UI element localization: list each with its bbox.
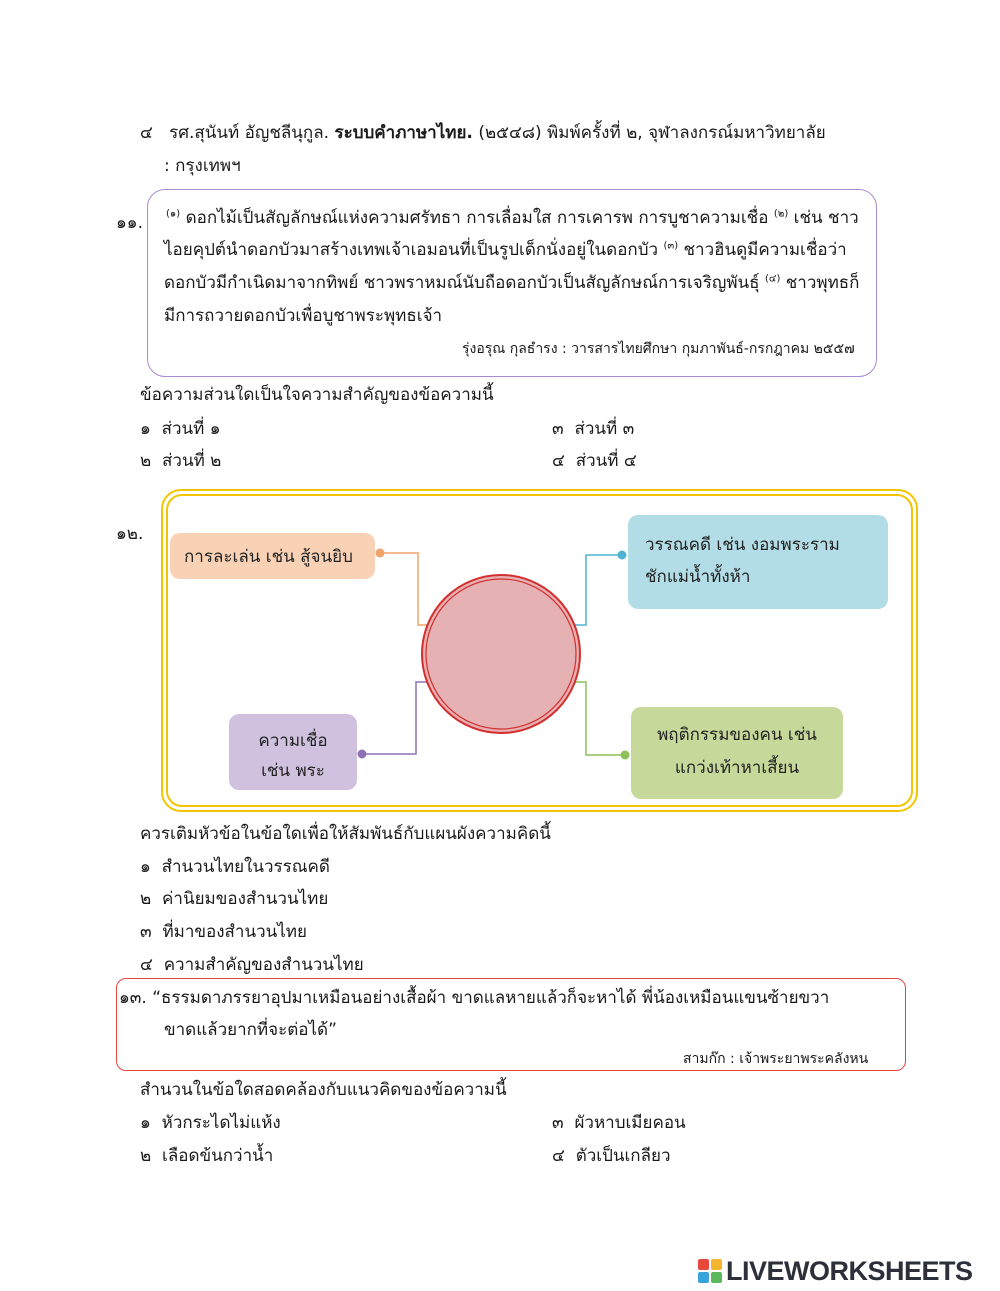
q12-choice-3[interactable]: ๓ ที่มาของสำนวนไทย [140, 922, 307, 942]
q11-marker-2: (๒) [773, 208, 789, 220]
q13-choice-2[interactable]: ๒ เลือดข้นกว่าน้ำ [140, 1146, 274, 1166]
connector-literature [575, 555, 622, 625]
liveworksheets-logo [698, 1257, 973, 1285]
logo-mark-icon [698, 1259, 722, 1283]
q11-marker-4: (๔) [764, 273, 781, 285]
logo-text: LIVEWORKSHEETS [726, 1255, 973, 1286]
connector-belief [362, 682, 428, 754]
q11-line-4: มีการถวายดอกบัวเพื่อบูชาพระพุทธเจ้า [164, 306, 443, 326]
connector-dot-behavior [621, 751, 630, 760]
node-behavior: พฤติกรรมของคน เช่น แกว่งเท้าหาเสี้ยน [631, 707, 843, 799]
q11-line-1: $^{(๑)}$ ดอกไม้เป็นสัญลักษณ์แห่งความศรัทธา การเลื่อมใส การเคารพ การบูชาความเชื่อ $^{(๒)}$ เช่น ชาว [166, 208, 859, 228]
q12-number: ๑๒. [116, 524, 144, 544]
connector-play [380, 553, 428, 625]
q11-choice-4[interactable]: ๔ ส่วนที่ ๔ [552, 451, 637, 471]
reference-author: รศ.สุนันท์ อัญชลีนุกูล. [169, 123, 330, 143]
q11-marker-3: (๓) [663, 240, 679, 252]
reference-title: ระบบคำภาษาไทย. [334, 123, 473, 143]
reference-place: : กรุงเทพฯ [164, 156, 241, 176]
mind-map-center-outer [422, 575, 580, 733]
q12-question: ควรเติมหัวข้อในข้อใดเพื่อให้สัมพันธ์กับแผนผังความคิดนี้ [140, 824, 551, 844]
q11-question: ข้อความส่วนใดเป็นใจความสำคัญของข้อความนี้ [140, 385, 494, 405]
q13-choice-4[interactable]: ๔ ตัวเป็นเกลียว [552, 1146, 671, 1166]
q12-choice-2[interactable]: ๒ ค่านิยมของสำนวนไทย [140, 889, 329, 909]
q11-choice-2[interactable]: ๒ ส่วนที่ ๒ [140, 451, 222, 471]
connector-dot-play [376, 549, 385, 558]
node-play: การละเล่น เช่น สู้จนยิบ [170, 533, 375, 579]
q11-line-2: ไอยคุปต์นำดอกบัวมาสร้างเทพเจ้าเอมอนที่เป็นรูปเด็กนั่งอยู่ในดอกบัว $^{(๓)}$ ชาวฮินดูมีความเชื่อว่า [164, 240, 847, 260]
node-literature: วรรณคดี เช่น งอมพระราม ชักแม่น้ำทั้งห้า [628, 515, 888, 609]
q13-number: ๑๓. [119, 988, 147, 1008]
q11-line-3: ดอกบัวมีกำเนิดมาจากทิพย์ ชาวพราหมณ์นับถือดอกบัวเป็นสัญลักษณ์การเจริญพันธุ์ $^{(๔)}$ ชาวพุทธก็ [164, 273, 860, 293]
q11-source: รุ่งอรุณ กุลธำรง : วารสารไทยศึกษา กุมภาพันธ์-กรกฎาคม ๒๕๕๗ [462, 341, 855, 357]
q13-choice-1[interactable]: ๑ หัวกระไดไม่แห้ง [140, 1113, 281, 1133]
connector-dot-literature [618, 551, 627, 560]
q13-source: สามก๊ก : เจ้าพระยาพระคลังหน [683, 1051, 869, 1067]
q13-choice-3[interactable]: ๓ ผัวหาบเมียคอน [552, 1113, 686, 1133]
q13-question: สำนวนในข้อใดสอดคล้องกับแนวคิดของข้อความนี้ [140, 1080, 507, 1100]
connector-dot-belief [358, 750, 367, 759]
reference-details: (๒๕๔๘) พิมพ์ครั้งที่ ๒, จุฬาลงกรณ์มหาวิทยาลัย [478, 123, 826, 143]
q13-line-1: ๑๓. “ธรรมดาภรรยาอุปมาเหมือนอย่างเสื้อผ้า ขาดแลหายแล้วก็จะหาได้ พี่น้องเหมือนแขนซ้ายขวา [119, 988, 830, 1008]
node-belief: ความเชื่อ เช่น พระ [229, 714, 357, 790]
q12-choice-1[interactable]: ๑ สำนวนไทยในวรรณคดี [140, 857, 330, 877]
reference-number: ๔ [140, 123, 153, 143]
q13-line-2: ขาดแล้วยากที่จะต่อได้” [164, 1020, 337, 1040]
q11-choice-1[interactable]: ๑ ส่วนที่ ๑ [140, 419, 221, 439]
q11-choice-3[interactable]: ๓ ส่วนที่ ๓ [552, 419, 635, 439]
q11-number: ๑๑. [116, 213, 143, 233]
connector-behavior [575, 682, 625, 755]
q12-choice-4[interactable]: ๔ ความสำคัญของสำนวนไทย [140, 955, 364, 975]
q11-marker-1: (๑) [166, 208, 181, 220]
